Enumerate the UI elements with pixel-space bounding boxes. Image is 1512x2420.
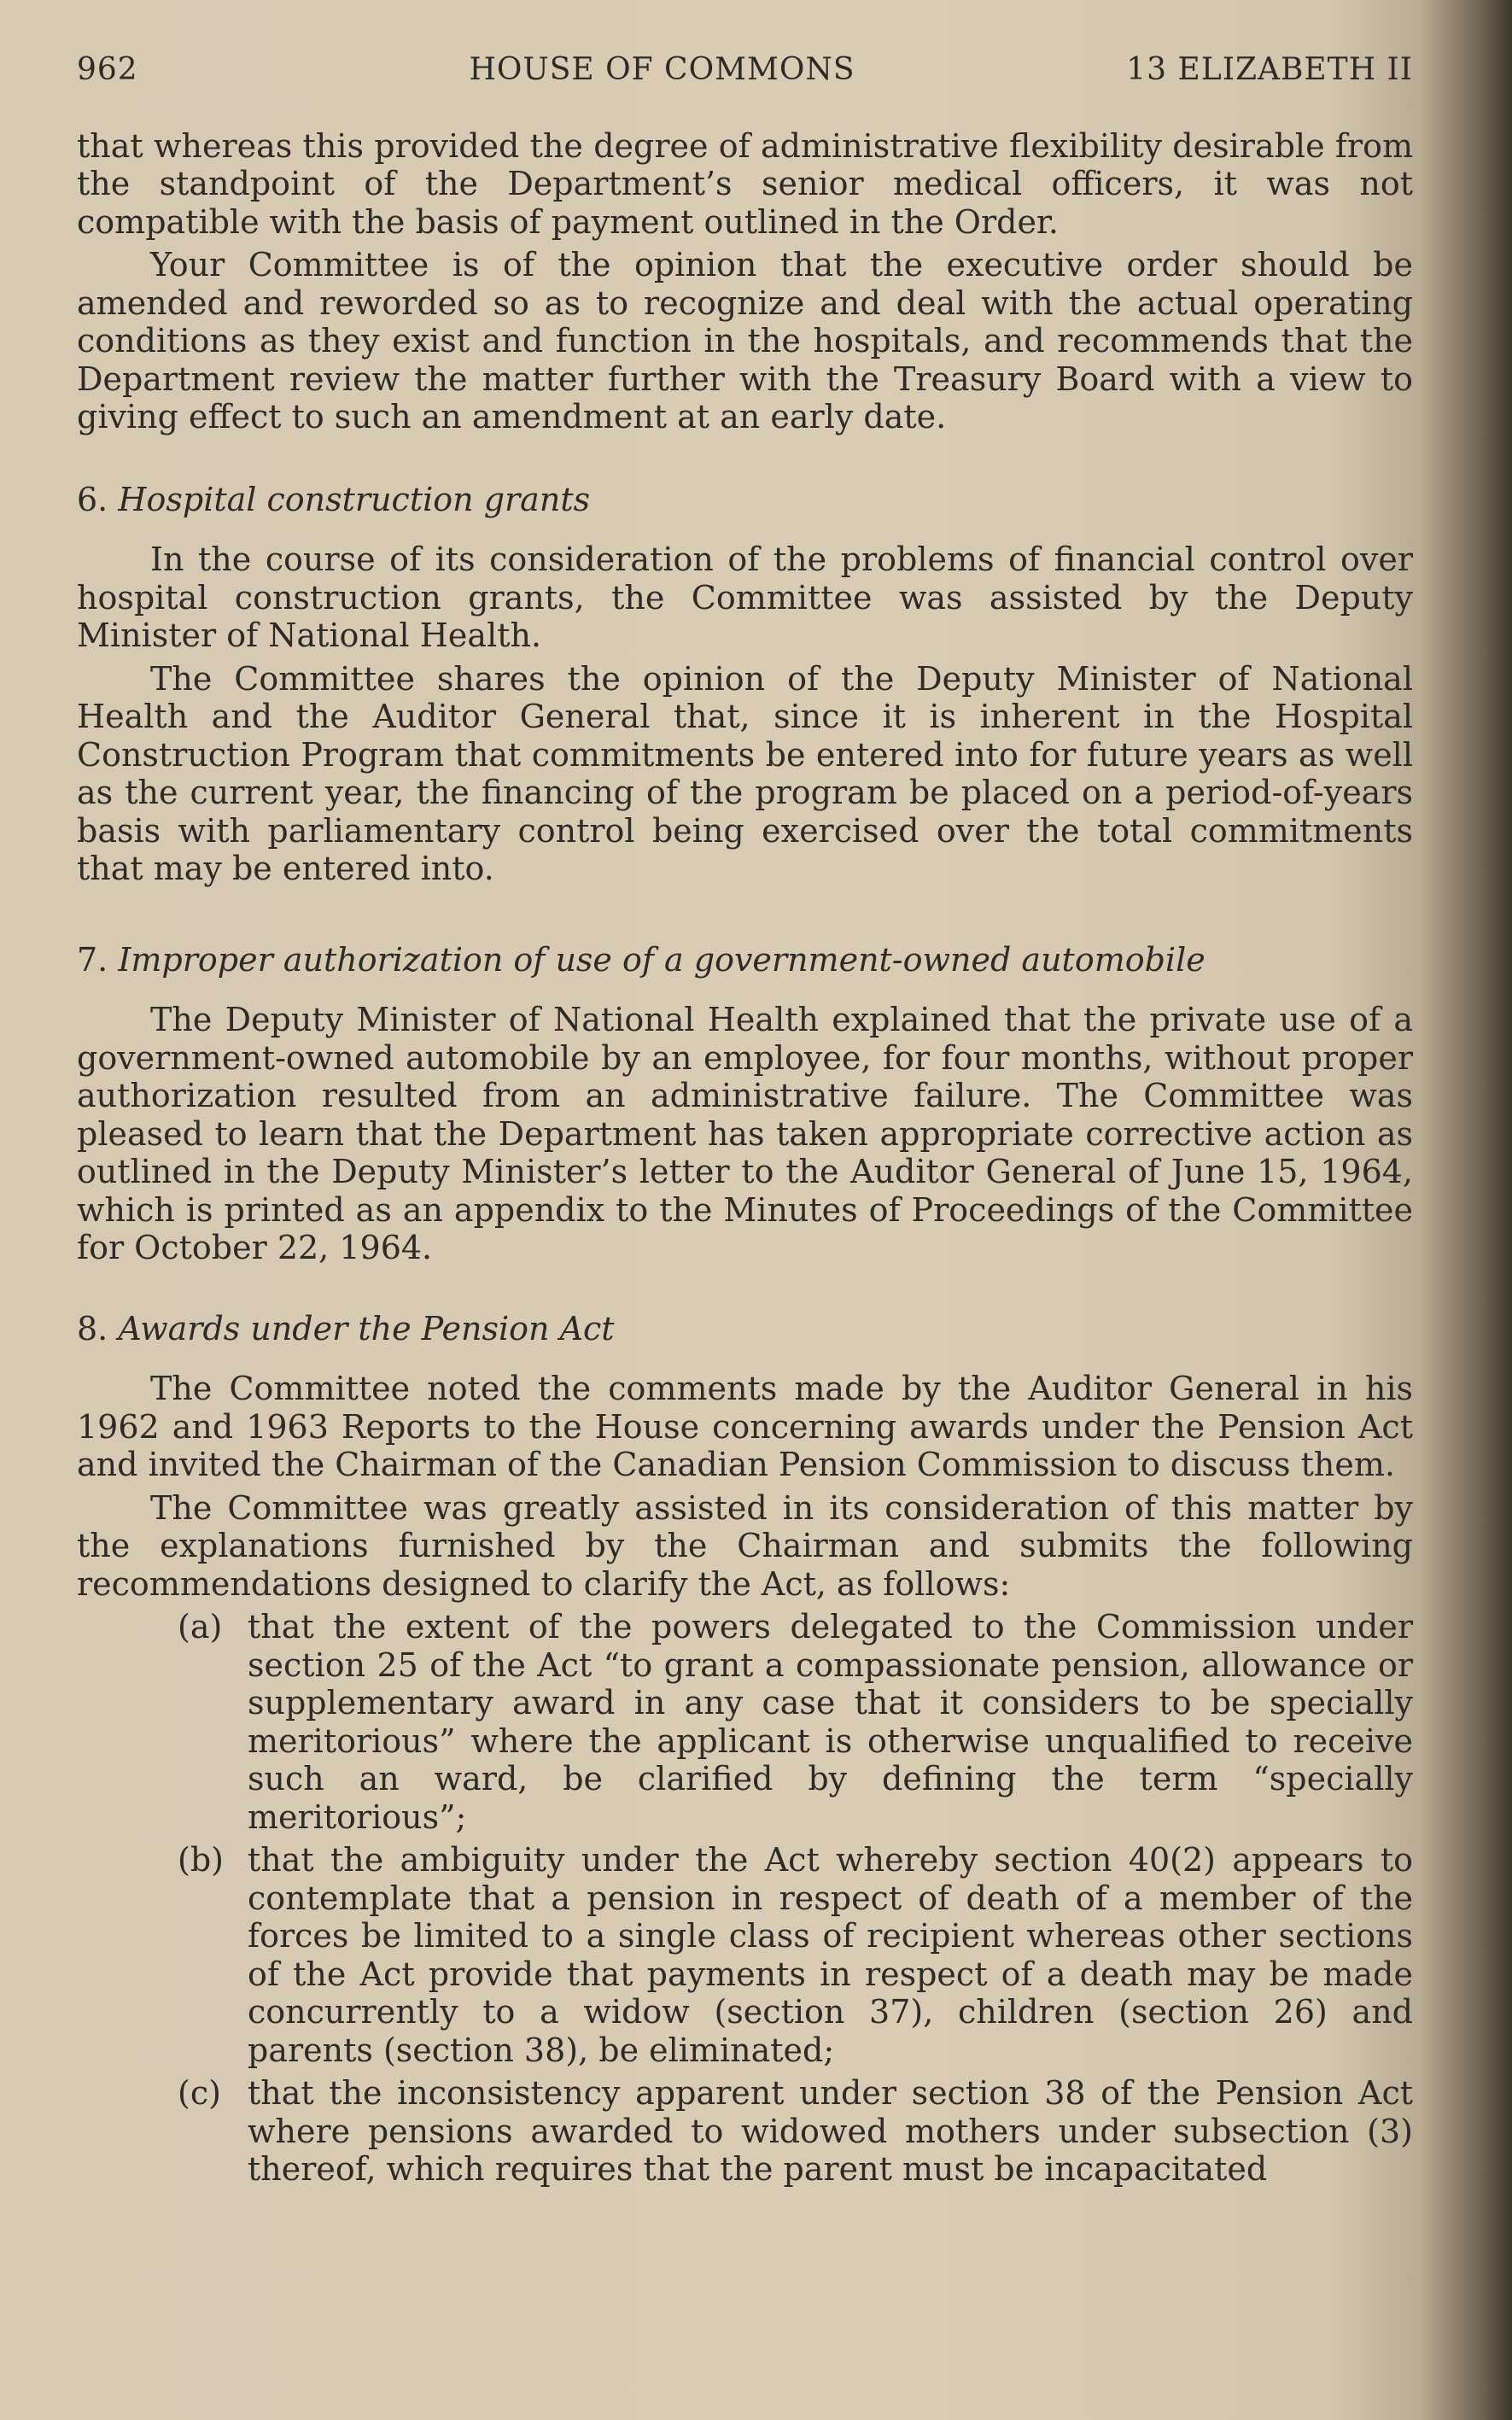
section-7-heading	[77, 941, 1413, 979]
item-text: that the ambiguity under the Act whereby section 40(2) appears to contemplate that a pension in respect of death of a member of the forces be limited to a single class of recipient whereas other sections of the Act provide that payments in respect of a death may be made concurrently to a widow (section 37), children (section 26) and parents (section 38), be eliminated;	[248, 1841, 1413, 2069]
section-6-title: Hospital construction grants	[118, 480, 591, 518]
section-7-number: 7.	[77, 940, 108, 979]
list-item	[77, 1841, 1413, 2069]
section-8-paragraph-2: The Committee was greatly assisted in its consideration of this matter by the explanations furnished by the Chairman and submits the following recommendations designed to clarify the Act, as follows:	[77, 1488, 1413, 1603]
intro-paragraph-1: that whereas this provided the degree of administrative flexibility desirable from the standpoint of the Department’s senior medical officers, it was not compatible with the basis of payment outlined in the Order.	[77, 126, 1413, 241]
item-label: (b)	[178, 1841, 224, 1879]
item-text: that the extent of the powers delegated to the Commission under section 25 of the Act “to grant a compassionate pension, allowance or supplementary award in any case that it considers to be specially meritorious” where the applicant is otherwise unqualified to receive such an ward, be clarified by defining the term “specially meritorious”;	[248, 1608, 1413, 1836]
section-6-heading	[77, 481, 1413, 519]
section-6-number: 6.	[77, 480, 108, 518]
page-text-block	[77, 51, 1413, 2189]
list-item	[77, 1608, 1413, 1836]
section-7-title: Improper authorization of use of a government-owned automobile	[118, 940, 1206, 979]
page-number: 962	[77, 52, 138, 87]
section-8-title: Awards under the Pension Act	[118, 1309, 615, 1347]
section-6-paragraph-2: The Committee shares the opinion of the Deputy Minister of National Health and the Auditor General that, since it is inherent in the Hospital Construction Program that commitments be entered into for future years as well as the current year, the financing of the program be placed on a period-of-years basis with parliamentary control being exercised over the total commitments that may be entered into.	[77, 659, 1413, 887]
section-7-paragraph-1: The Deputy Minister of National Health explained that the private use of a government-owned automobile by an employee, for four months, without proper authorization resulted from an administrative failure. The Committee was pleased to learn that the Department has taken appropriate corrective action as outlined in the Deputy Minister’s letter to the Auditor General of June 15, 1964, which is printed as an appendix to the Minutes of Proceedings of the Committee for October 22, 1964.	[77, 1001, 1413, 1266]
list-item	[77, 2074, 1413, 2189]
item-text: that the inconsistency apparent under section 38 of the Pension Act where pensions awarded to widowed mothers under subsection (3) thereof, which requires that the parent must be incapacitated	[248, 2074, 1413, 2188]
section-8-paragraph-1: The Committee noted the comments made by the Auditor General in his 1962 and 1963 Reports to the House concerning awards under the Pension Act and invited the Chairman of the Canadian Pension Commission to discuss them.	[77, 1370, 1413, 1483]
intro-paragraph-2: Your Committee is of the opinion that the executive order should be amended and reworded so as to recognize and deal with the actual operating conditions as they exist and function in the hospitals, and recommends that the Department review the matter further with the Treasury Board with a view to giving effect to such an amendment at an early date.	[77, 246, 1413, 435]
running-header	[77, 51, 1413, 90]
recommendation-list	[77, 1608, 1413, 2189]
header-title: HOUSE OF COMMONS	[469, 52, 855, 87]
header-session: 13 ELIZABETH II	[1126, 52, 1413, 87]
section-8-heading	[77, 1310, 1413, 1348]
item-label: (a)	[178, 1608, 223, 1645]
item-label: (c)	[178, 2074, 221, 2112]
section-8-number: 8.	[77, 1309, 108, 1347]
section-6-paragraph-1: In the course of its consideration of the problems of financial control over hospital construction grants, the Committee was assisted by the Deputy Minister of National Health.	[77, 541, 1413, 654]
